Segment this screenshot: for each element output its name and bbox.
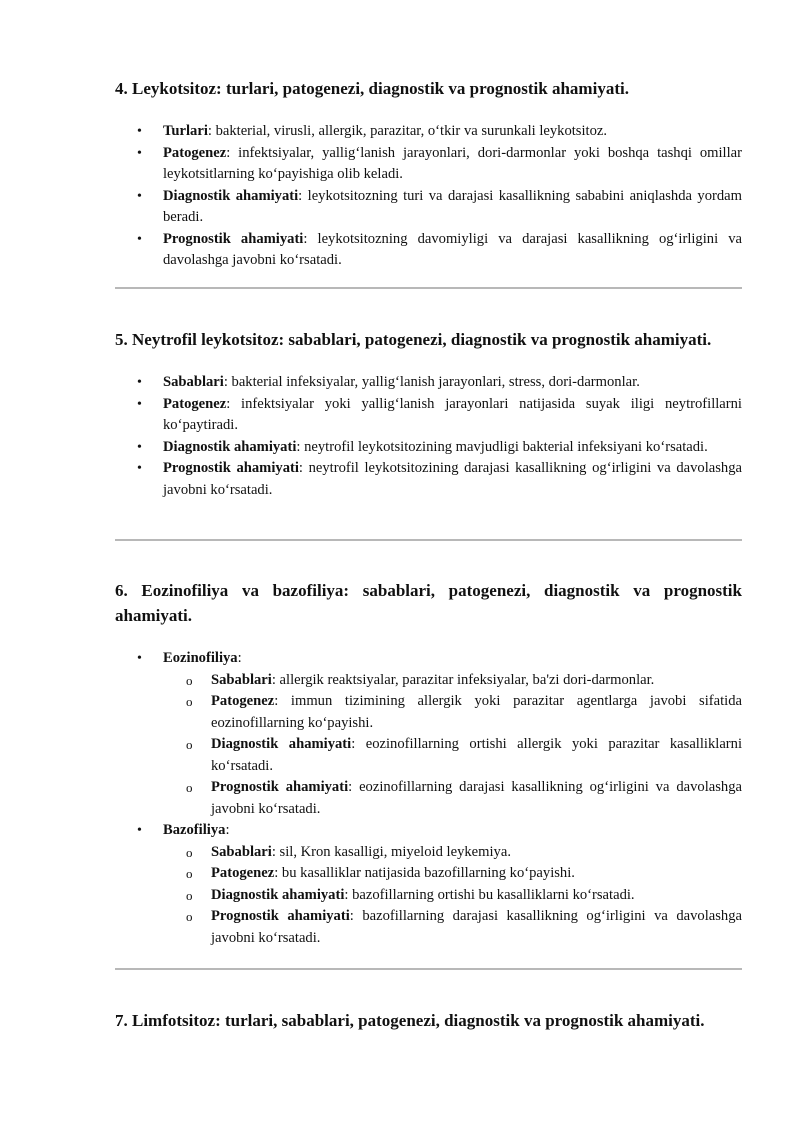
group-text: :: [237, 650, 242, 666]
item-text: : bakterial infeksiyalar, yallig‘lanish jarayonlari, stress, dori-darmonlar.: [223, 374, 640, 390]
section-6: [115, 578, 742, 949]
item-text: : bakterial, virusli, allergik, parazitar, o‘tkir va surunkali leykotsitoz.: [207, 123, 608, 139]
item-term: Diagnostik ahamiyati: [163, 187, 299, 204]
section-heading: 7. Limfotsitoz: turlari, sabablari, patogenezi, diagnostik va prognostik ahamiyati.: [115, 1011, 705, 1030]
item-text: : bazofillarning ortishi bu kasalliklarni ko‘rsatadi.: [344, 886, 635, 903]
sub-list-item: [163, 691, 742, 734]
sub-list-item: [163, 863, 742, 885]
list-item: [115, 121, 742, 143]
section-heading: 4. Leykotsitoz: turlari, patogenezi, diagnostik va prognostik ahamiyati.: [115, 79, 629, 98]
bullet-list: [115, 372, 742, 501]
item-text: : allergik reaktsiyalar, parazitar infeksiyalar, ba'zi dori-darmonlar.: [271, 671, 655, 688]
group-text: :: [225, 822, 230, 838]
circle-bullet-icon: o: [186, 844, 193, 860]
item-term: Prognostik ahamiyati: [211, 779, 349, 795]
bullet-icon: •: [137, 124, 142, 139]
item-term: Diagnostik ahamiyati: [211, 736, 352, 752]
sub-bullet-list: [163, 670, 742, 821]
item-term: Turlari: [163, 123, 208, 139]
group-term: Eozinofiliya: [163, 650, 238, 666]
bullet-icon: •: [137, 396, 142, 412]
item-text: : neytrofil leykotsitozining mavjudligi bakterial infeksiyani ko‘rsatadi.: [296, 438, 708, 455]
list-item: [115, 437, 742, 459]
item-text: : bu kasalliklar natijasida bazofillarning ko‘payishi.: [274, 865, 575, 881]
item-text: : eozinofillarning darajasi kasallikning og‘irligini va davolashga javobni ko‘rsatadi.: [211, 779, 742, 817]
item-term: Sabablari: [163, 374, 224, 390]
item-term: Diagnostik ahamiyati: [211, 886, 345, 903]
item-term: Patogenez: [163, 395, 227, 412]
list-item-eozinofiliya: [115, 648, 742, 820]
horizontal-divider: [115, 287, 742, 289]
circle-bullet-icon: o: [186, 694, 193, 709]
section-5: [115, 327, 742, 501]
bullet-icon: •: [137, 823, 142, 838]
bullet-icon: •: [137, 375, 142, 390]
circle-bullet-icon: o: [186, 780, 193, 795]
circle-bullet-icon: o: [186, 866, 193, 881]
section-heading: 5. Neytrofil leykotsitoz: sabablari, patogenezi, diagnostik va prognostik ahamiyati.: [115, 330, 712, 349]
item-term: Diagnostik ahamiyati: [163, 438, 297, 455]
sub-list-item: [163, 906, 742, 949]
bullet-icon: •: [137, 231, 142, 247]
bullet-list: [115, 648, 742, 949]
item-text: : infektsiyalar, yallig‘lanish jarayonlari, dori-darmonlar yoki boshqa tashqi omillar leykotsitlarning ko‘payishiga olib keladi.: [163, 144, 742, 182]
circle-bullet-icon: o: [186, 737, 193, 752]
list-item: [115, 229, 742, 272]
item-text: : sil, Kron kasalligi, miyeloid leykemiya.: [271, 843, 511, 860]
bullet-icon: •: [137, 188, 142, 204]
sub-bullet-list: [163, 842, 742, 950]
item-text: : leykotsitozning turi va darajasi kasallikning sababini aniqlashda yordam beradi.: [163, 187, 742, 225]
list-item: [115, 394, 742, 437]
item-term: Patogenez: [211, 693, 275, 709]
list-item: [115, 143, 742, 186]
sub-list-item: [163, 670, 742, 692]
item-term: Sabablari: [211, 671, 272, 688]
bullet-icon: •: [137, 145, 142, 161]
list-item: [115, 458, 742, 501]
horizontal-divider: [115, 968, 742, 970]
circle-bullet-icon: o: [186, 672, 193, 688]
item-text: : immun tizimining allergik yoki parazitar agentlarga javobi sifatida eozinofillarning ko‘payishi.: [211, 693, 742, 731]
sub-list-item: [163, 777, 742, 820]
bullet-icon: •: [137, 439, 142, 455]
item-text: : eozinofillarning ortishi allergik yoki parazitar kasalliklarni ko‘rsatadi.: [211, 736, 743, 774]
item-term: Prognostik ahamiyati: [211, 908, 350, 924]
item-text: : bazofillarning darajasi kasallikning og‘irligini va davolashga javobni ko‘rsatadi.: [211, 908, 742, 946]
bullet-icon: •: [137, 461, 142, 476]
item-text: : infektsiyalar yoki yallig‘lanish jarayonlari natijasida suyak iligi neytrofillarni ko‘paytiradi.: [163, 395, 742, 433]
item-term: Prognostik ahamiyati: [163, 230, 304, 247]
section-4: [115, 76, 742, 272]
item-term: Prognostik ahamiyati: [163, 460, 299, 476]
sub-list-item: [163, 842, 742, 864]
horizontal-divider: [115, 539, 742, 541]
circle-bullet-icon: o: [186, 887, 193, 903]
item-text: : neytrofil leykotsitozining darajasi kasallikning og‘irligini va davolashga javobni ko‘rsatadi.: [163, 460, 742, 498]
item-term: Sabablari: [211, 843, 272, 860]
list-item-bazofiliya: [115, 820, 742, 949]
item-term: Patogenez: [163, 144, 227, 161]
sub-list-item: [163, 885, 742, 907]
section-7: [115, 1008, 742, 1033]
sub-list-item: [163, 734, 742, 777]
circle-bullet-icon: o: [186, 909, 193, 924]
group-term: Bazofiliya: [163, 822, 226, 838]
list-item: [115, 372, 742, 394]
item-term: Patogenez: [211, 865, 275, 881]
section-heading: 6. Eozinofiliya va bazofiliya: sabablari, patogenezi, diagnostik va prognostik ahamiyati.: [115, 581, 742, 625]
bullet-list: [115, 121, 742, 272]
bullet-icon: •: [137, 651, 142, 666]
item-text: : leykotsitozning davomiyligi va darajasi kasallikning og‘irligini va davolashga javobni ko‘rsatadi.: [163, 230, 742, 268]
list-item: [115, 186, 742, 229]
